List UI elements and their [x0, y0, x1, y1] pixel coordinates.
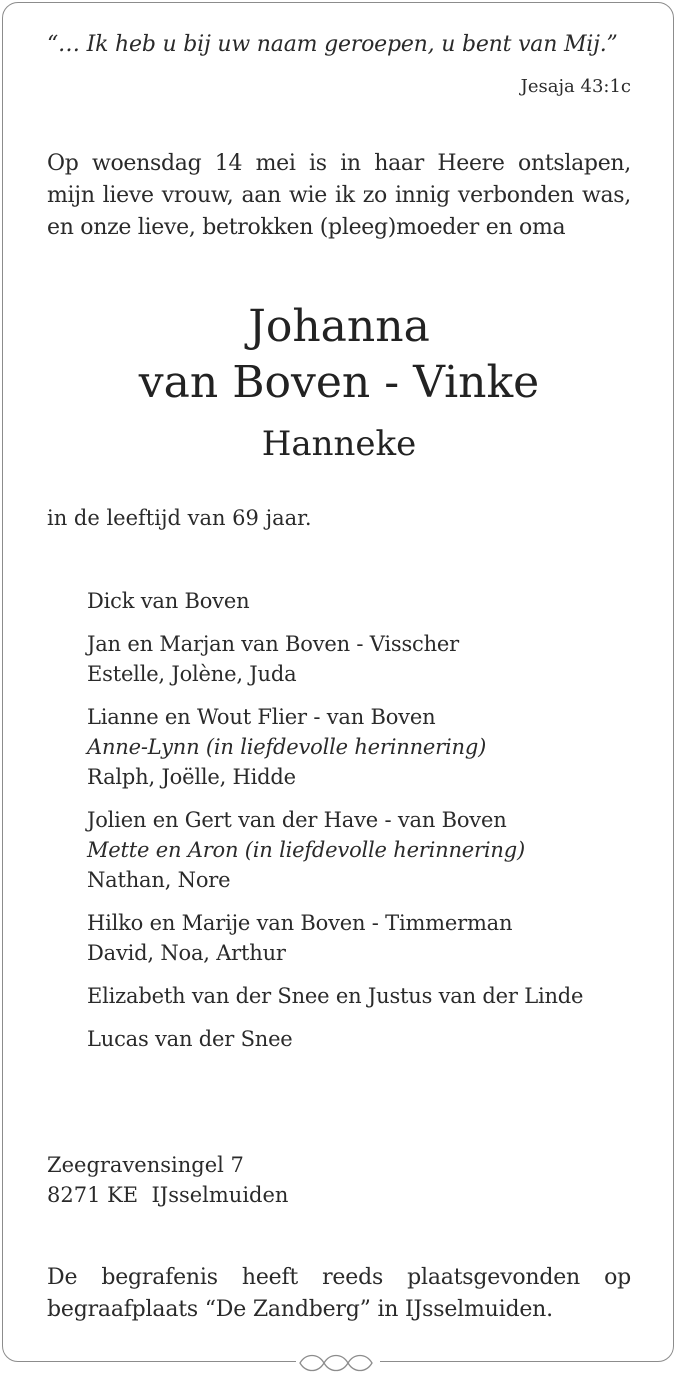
family-member-line: Lucas van der Snee	[87, 1027, 293, 1051]
burial-text	[47, 1262, 631, 1326]
family-group	[87, 981, 647, 1011]
family-member-line: Estelle, Jolène, Juda	[87, 662, 297, 686]
intro-line: mijn lieve vrouw, aan wie ik zo innig verbonden was,	[47, 183, 631, 208]
family-member-line: David, Noa, Arthur	[87, 941, 286, 965]
intro-text	[47, 148, 631, 244]
family-member-line: Lianne en Wout Flier - van Boven	[87, 705, 436, 729]
family-list	[87, 586, 647, 1067]
bible-quote: “… Ik heb u bij uw naam geroepen, u bent van Mij.”	[47, 32, 618, 57]
deceased-surname: van Boven - Vinke	[138, 357, 540, 408]
family-member-line: Nathan, Nore	[87, 868, 231, 892]
family-member-line: Jan en Marjan van Boven - Visscher	[87, 632, 459, 656]
bible-reference: Jesaja 43:1c	[520, 76, 631, 97]
burial-line: begraafplaats “De Zandberg” in IJsselmuiden.	[47, 1297, 553, 1322]
family-group	[87, 702, 647, 792]
family-group	[87, 1024, 647, 1054]
address-city: 8271 KE IJsselmuiden	[47, 1183, 289, 1207]
family-member-line: Dick van Boven	[87, 589, 250, 613]
family-group	[87, 586, 647, 616]
address-street: Zeegravensingel 7	[47, 1153, 244, 1177]
family-group	[87, 805, 647, 895]
family-member-line: Elizabeth van der Snee en Justus van der Linde	[87, 984, 584, 1008]
family-member-line: Anne-Lynn (in liefdevolle herinnering)	[87, 735, 487, 759]
intro-line: Op woensdag 14 mei is in haar Heere ontslapen,	[47, 151, 631, 176]
family-member-line: Hilko en Marije van Boven - Timmerman	[87, 911, 513, 935]
family-member-line: Jolien en Gert van der Have - van Boven	[87, 808, 507, 832]
family-group	[87, 908, 647, 968]
deceased-nickname: Hanneke	[261, 424, 417, 464]
family-member-line: Mette en Aron (in liefdevolle herinnering)	[87, 838, 525, 862]
family-group	[87, 629, 647, 689]
family-member-line: Ralph, Joëlle, Hidde	[87, 765, 296, 789]
burial-line: De begrafenis heeft reeds plaatsgevonden op	[47, 1265, 631, 1290]
intro-line: en onze lieve, betrokken (pleeg)moeder en oma	[47, 215, 566, 240]
bottom-ornament-icon	[296, 1349, 380, 1375]
address-block	[47, 1150, 288, 1210]
deceased-first-name: Johanna	[248, 301, 430, 352]
age-text: in de leeftijd van 69 jaar.	[47, 506, 312, 530]
